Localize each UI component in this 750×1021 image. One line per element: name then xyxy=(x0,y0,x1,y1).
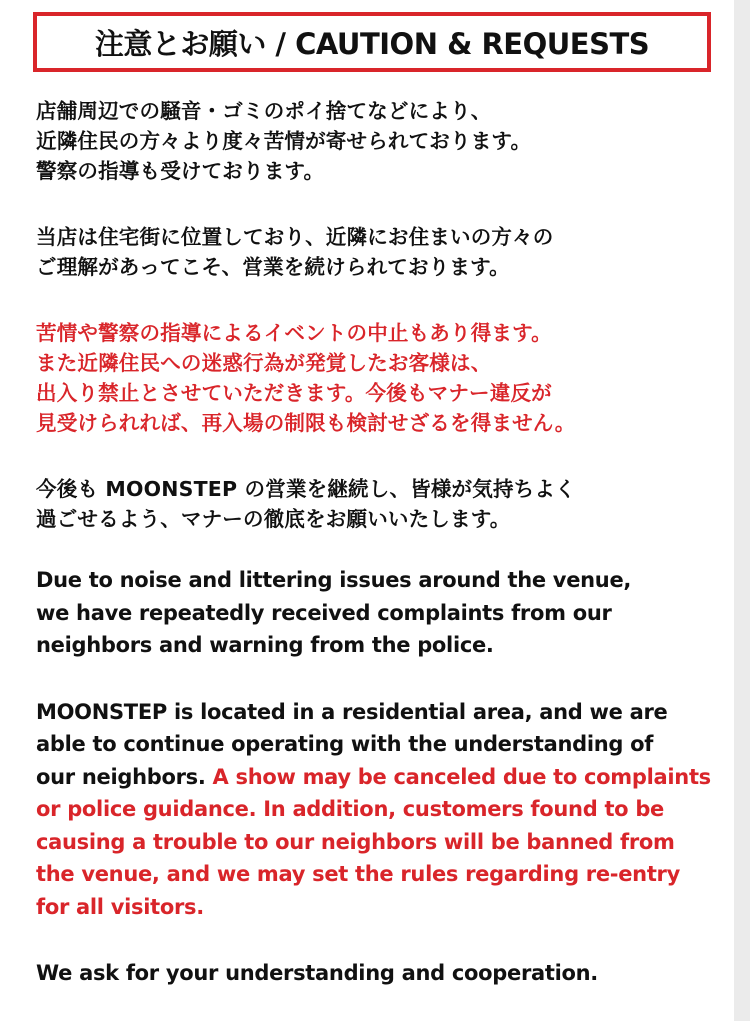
warning-line: 出入り禁止とさせていただきます。今後もマナー違反が xyxy=(36,381,552,405)
notice-body xyxy=(36,96,736,990)
warning-line: or police guidance. In addition, customers found to be xyxy=(36,797,664,821)
text-segment: our neighbors. xyxy=(36,764,213,789)
text-line: able to continue operating with the understanding of xyxy=(36,732,654,756)
paragraph-gap xyxy=(36,438,736,474)
en-closing-line xyxy=(36,957,736,990)
warning-line: また近隣住民への迷惑行為が発覚したお客様は、 xyxy=(36,351,492,375)
ja-paragraph-4 xyxy=(36,474,736,534)
text-line: neighbors and warning from the police. xyxy=(36,633,494,657)
ja-warning-paragraph xyxy=(36,318,736,438)
warning-line: 見受けられれば、再入場の制限も検討せざるを得ません。 xyxy=(36,411,576,435)
paragraph-gap xyxy=(36,186,736,222)
paragraph-gap xyxy=(36,923,736,957)
warning-line: the venue, and we may set the rules regarding re-entry xyxy=(36,862,680,886)
en-paragraph-1 xyxy=(36,564,736,662)
text-line: we have repeatedly received complaints from our xyxy=(36,600,612,625)
paragraph-gap xyxy=(36,282,736,318)
mixed-line xyxy=(36,761,736,794)
title-box xyxy=(33,12,711,72)
text-line: 過ごせるよう、マナーの徹底をお願いいたします。 xyxy=(36,507,511,531)
paragraph-gap xyxy=(36,662,736,696)
text-line: We ask for your understanding and cooperation. xyxy=(36,961,598,985)
text-line: 当店は住宅街に位置しており、近隣にお住まいの方々の xyxy=(36,225,554,249)
warning-line: causing a trouble to our neighbors will be banned from xyxy=(36,829,675,854)
ja-paragraph-1 xyxy=(36,96,736,186)
ja-paragraph-2 xyxy=(36,222,736,282)
text-line: Due to noise and littering issues around the venue, xyxy=(36,568,632,592)
right-edge-strip xyxy=(734,0,750,1021)
paragraph-gap xyxy=(36,534,736,564)
text-line: 店舗周辺での騒音・ゴミのポイ捨てなどにより、 xyxy=(36,99,492,123)
warning-line: for all visitors. xyxy=(36,894,204,919)
warning-line: 苦情や警察の指導によるイベントの中止もあり得ます。 xyxy=(36,321,552,345)
text-line: 今後も MOONSTEP の営業を継続し、皆様が気持ちよく xyxy=(36,477,576,501)
text-line: ご理解があってこそ、営業を続けられております。 xyxy=(36,255,510,279)
en-paragraph-2 xyxy=(36,696,736,924)
text-line: MOONSTEP is located in a residential area, and we are xyxy=(36,699,668,724)
text-line: 警察の指導も受けております。 xyxy=(36,159,325,183)
page-title: 注意とお願い / CAUTION & REQUESTS xyxy=(94,26,650,61)
text-line: 近隣住民の方々より度々苦情が寄せられております。 xyxy=(36,129,532,153)
warning-segment: A show may be canceled due to complaints xyxy=(212,764,711,789)
